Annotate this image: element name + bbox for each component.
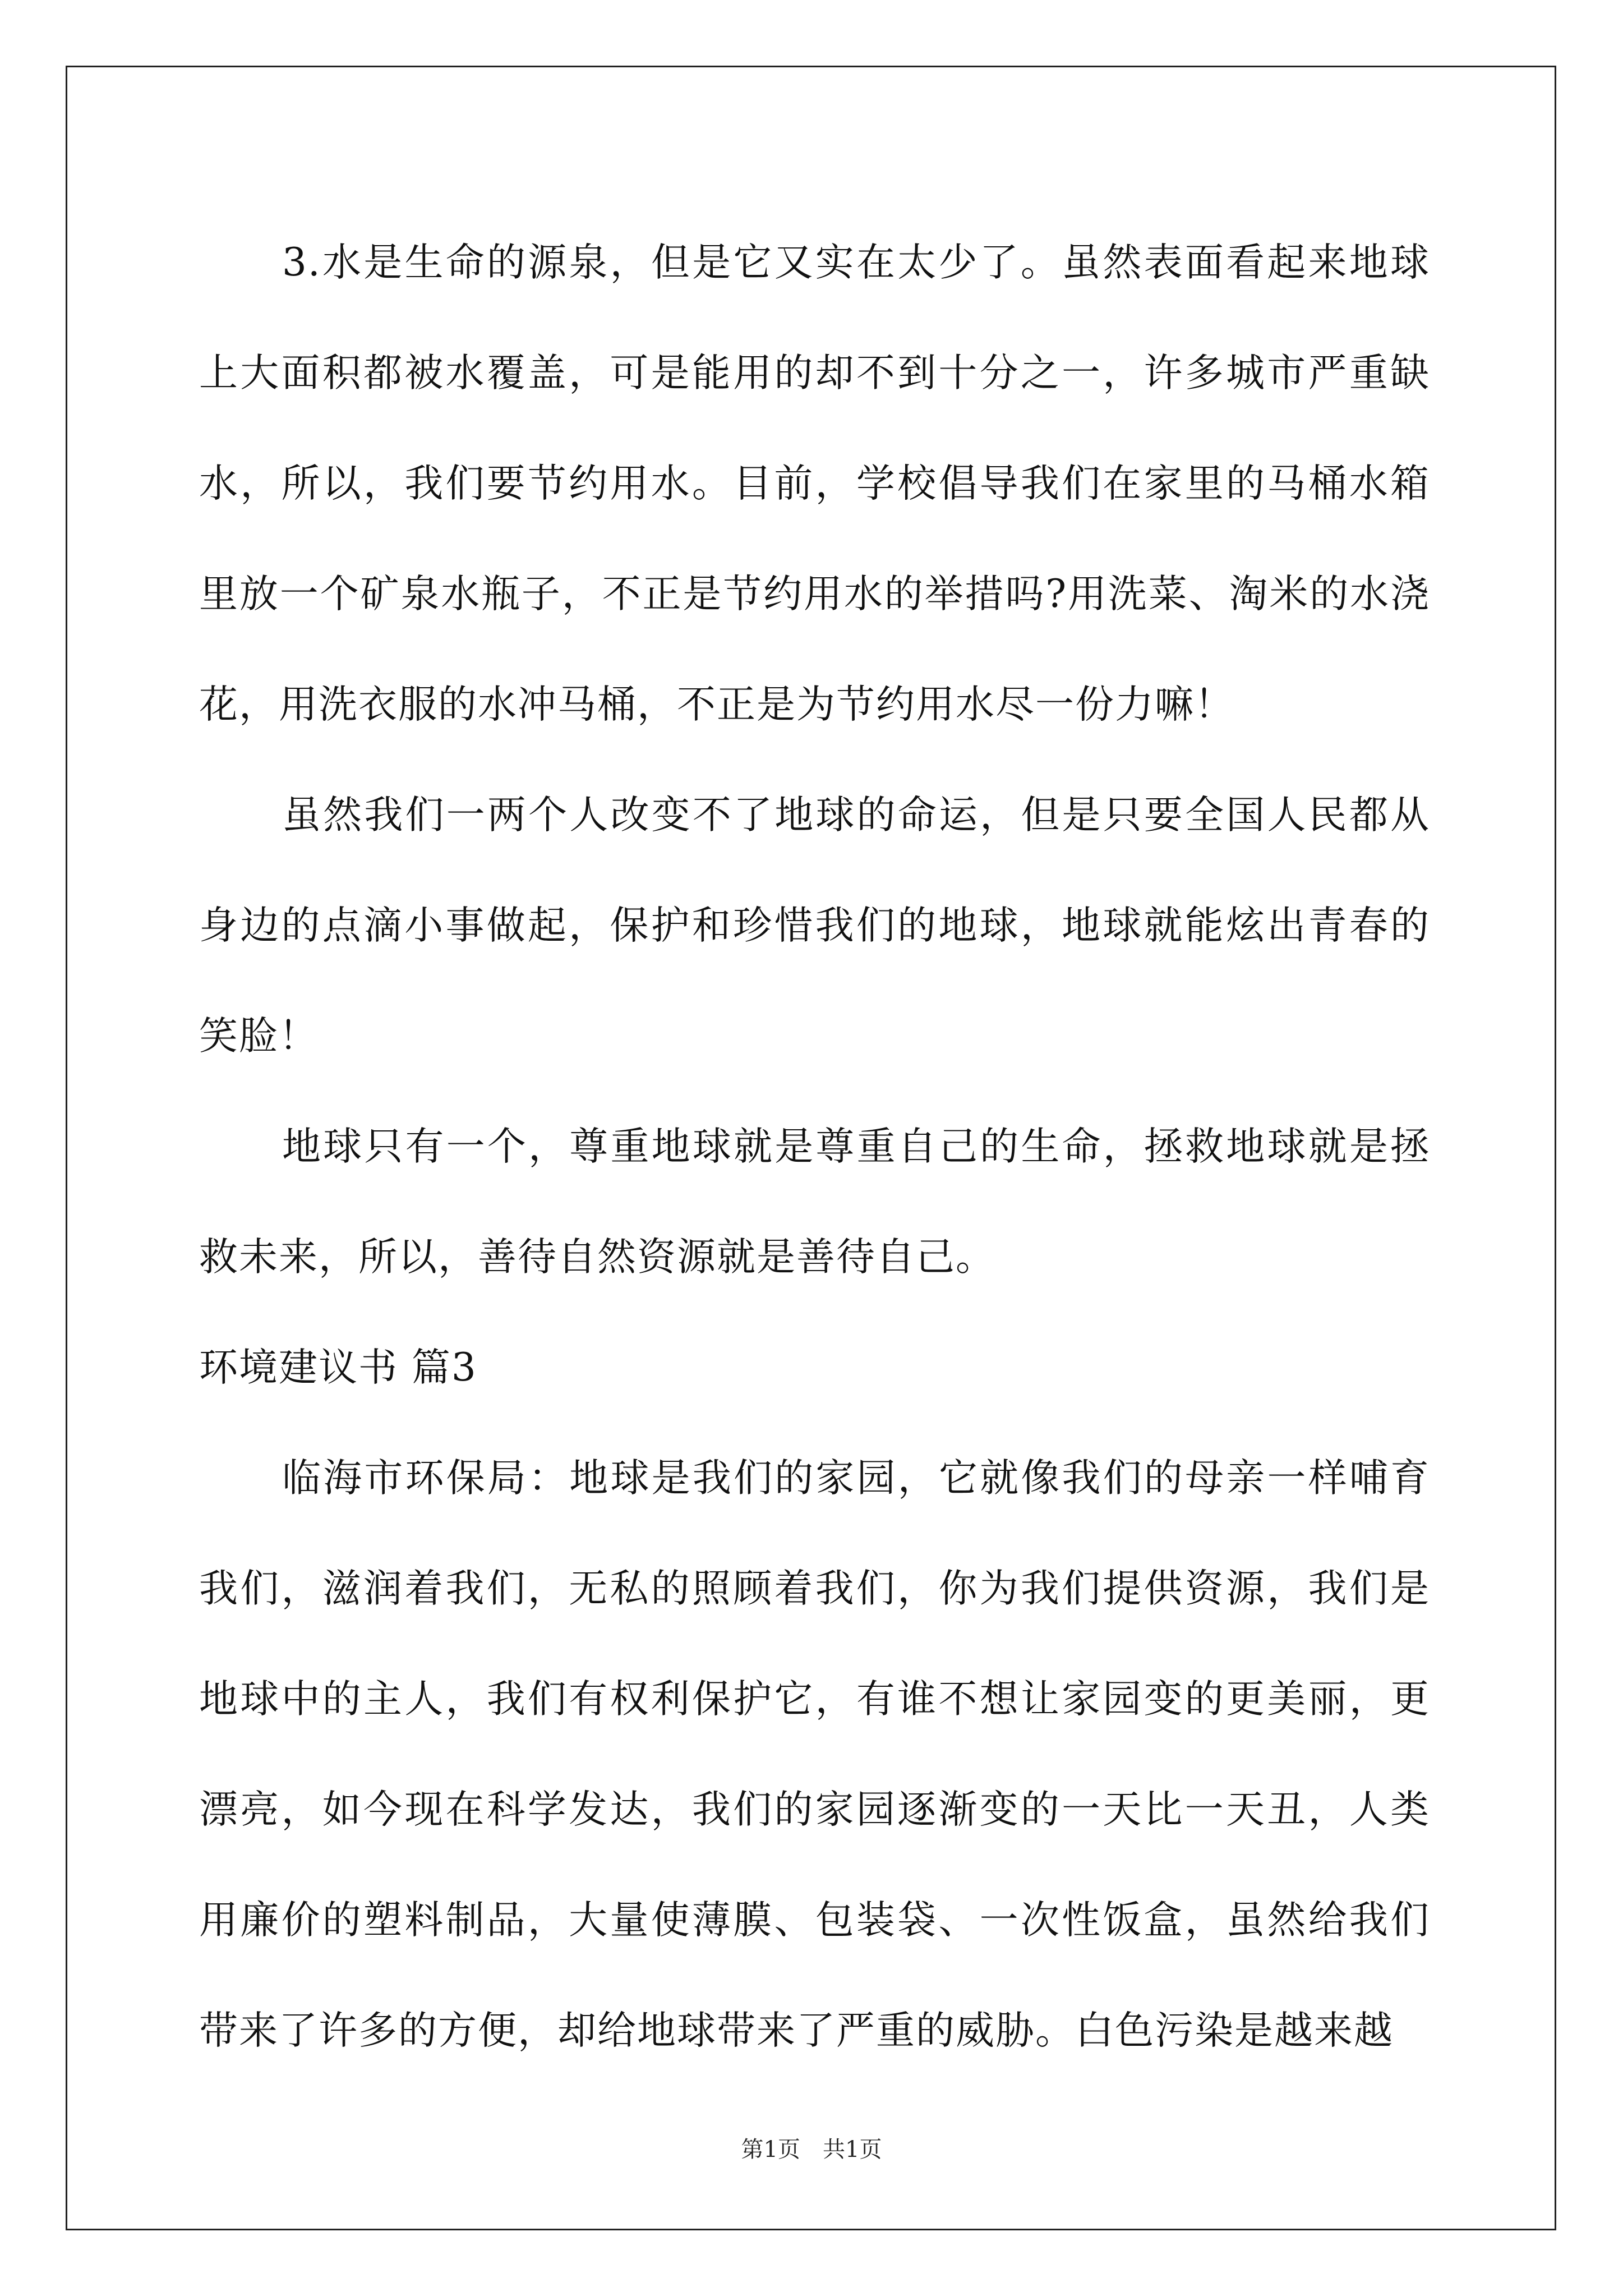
paragraph-everyone: 虽然我们一两个人改变不了地球的命运，但是只要全国人民都从身边的点滴小事做起，保护和珍惜我们的地球，地球就能炫出青春的笑脸！	[199, 793, 1430, 1059]
paragraph-one-earth: 地球只有一个，尊重地球就是尊重自己的生命，拯救地球就是拯救未来，所以，善待自然资源就是善待自己。	[199, 1124, 1430, 1280]
document-body	[199, 208, 1430, 2086]
paragraph-letter: 临海市环保局：地球是我们的家园，它就像我们的母亲一样哺育我们，滋润着我们，无私的照顾着我们，你为我们提供资源，我们是地球中的主人，我们有权利保护它，有谁不想让家园变的更美丽，更漂亮，如今现在科学发达，我们的家园逐渐变的一天比一天丑，人类用廉价的塑料制品，大量使薄膜、包装袋、一次性饭盒，虽然给我们带来了许多的方便，却给地球带来了严重的威胁。白色污染是越来越	[199, 1456, 1430, 2053]
paragraph-water: 3.水是生命的源泉，但是它又实在太少了。虽然表面看起来地球上大面积都被水覆盖，可是能用的却不到十分之一，许多城市严重缺水，所以，我们要节约用水。目前，学校倡导我们在家里的马桶水箱里放一个矿泉水瓶子，不正是节约用水的举措吗?用洗菜、淘米的水浇花，用洗衣服的水冲马桶，不正是为节约用水尽一份力嘛！	[199, 240, 1430, 727]
section-heading: 环境建议书 篇3	[199, 1345, 477, 1390]
page-footer: 第1页 共1页	[741, 2137, 882, 2162]
